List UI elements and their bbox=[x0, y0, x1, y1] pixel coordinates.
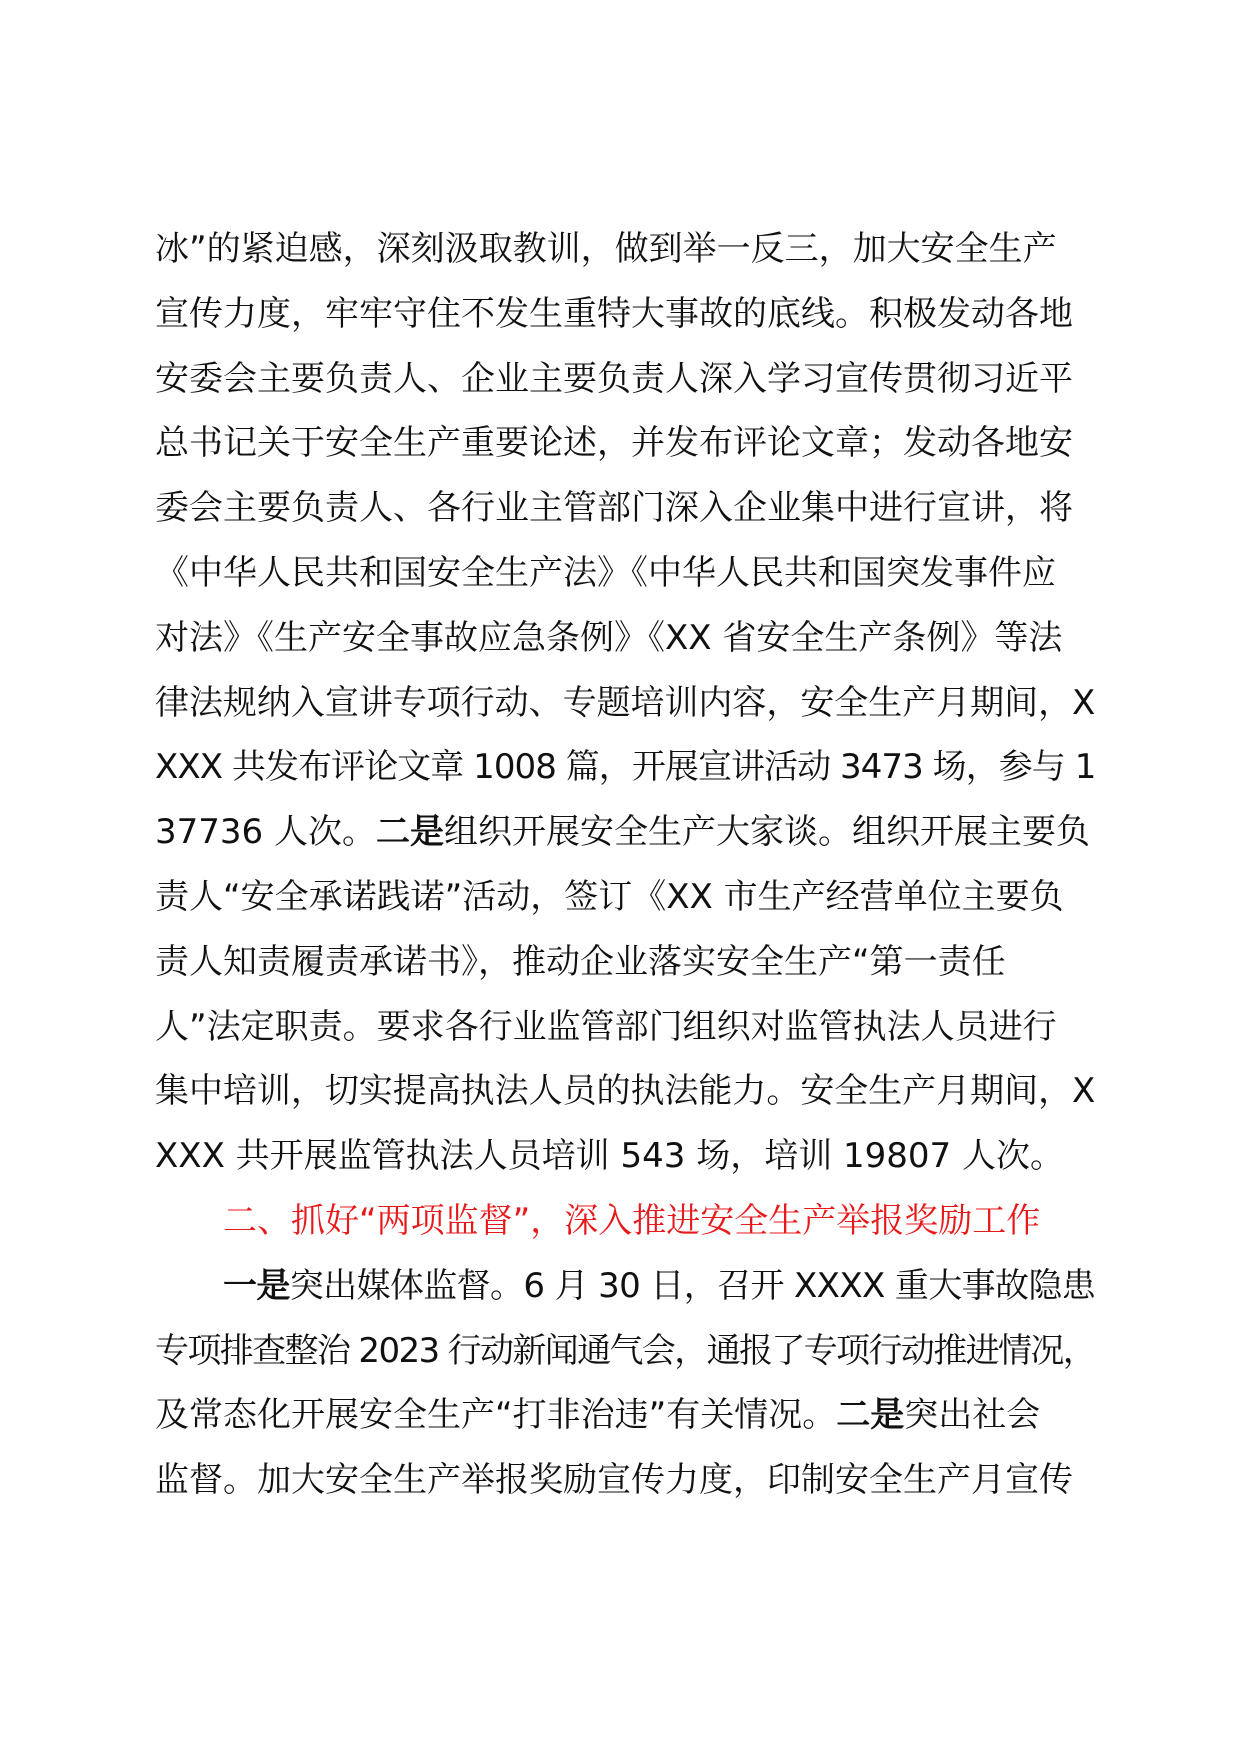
text-run: 37736 人次。 bbox=[155, 812, 376, 853]
section-heading bbox=[155, 1189, 1095, 1254]
text-line bbox=[155, 217, 1095, 282]
text-line bbox=[155, 1254, 1095, 1319]
text-run: 总书记关于安全生产重要论述，并发布评论文章；发动各地安 bbox=[155, 423, 1073, 464]
bold-run: 一是 bbox=[223, 1265, 290, 1306]
bold-run: 二是 bbox=[375, 812, 444, 853]
text-run: 专项排查整治 2023 行动新闻通气会，通报了专项行动推进情况， bbox=[155, 1330, 1096, 1371]
text-run: 安委会主要负责人、企业主要负责人深入学习宣传贯彻习近平 bbox=[155, 358, 1073, 399]
text-run: 委会主要负责人、各行业主管部门深入企业集中进行宣讲，将 bbox=[155, 488, 1073, 529]
text-run: XXX 共开展监管执法人员培训 543 场，培训 19807 人次。 bbox=[155, 1136, 1064, 1177]
text-line bbox=[155, 1319, 1095, 1384]
text-line bbox=[155, 735, 1095, 800]
text-line bbox=[155, 995, 1095, 1060]
text-line bbox=[155, 541, 1095, 606]
text-line bbox=[155, 411, 1095, 476]
text-run: 律法规纳入宣讲专项行动、专题培训内容，安全生产月期间，X bbox=[155, 682, 1096, 723]
text-run: 二、抓好“两项监督”，深入推进安全生产举报奖励工作 bbox=[223, 1200, 1041, 1241]
text-line bbox=[155, 865, 1095, 930]
text-line bbox=[155, 476, 1095, 541]
text-line bbox=[155, 282, 1095, 347]
text-run: 监督。加大安全生产举报奖励宣传力度，印制安全生产月宣传 bbox=[155, 1460, 1073, 1501]
text-run: 责人“安全承诺践诺”活动，签订《XX 市生产经营单位主要负 bbox=[155, 876, 1064, 917]
text-run: 责人知责履责承诺书》，推动企业落实安全生产“第一责任 bbox=[155, 941, 1006, 982]
text-run: 宣传力度，牢牢守住不发生重特大事故的底线。积极发动各地 bbox=[155, 293, 1073, 334]
text-line bbox=[155, 347, 1095, 412]
text-line bbox=[155, 1448, 1095, 1513]
body-text bbox=[155, 217, 1095, 1513]
text-line bbox=[155, 1059, 1095, 1124]
text-run: 集中培训，切实提高执法人员的执法能力。安全生产月期间，X bbox=[155, 1071, 1096, 1112]
text-run: 人”法定职责。要求各行业监管部门组织对监管执法人员进行 bbox=[155, 1006, 1057, 1047]
text-run: 对法》《生产安全事故应急条例》《XX 省安全生产条例》等法 bbox=[155, 617, 1063, 658]
bold-run: 二是 bbox=[836, 1395, 905, 1436]
text-line bbox=[155, 1383, 1095, 1448]
text-run: XXX 共发布评论文章 1008 篇，开展宣讲活动 3473 场，参与 1 bbox=[155, 747, 1096, 788]
text-run: 及常态化开展安全生产“打非治违”有关情况。 bbox=[155, 1395, 837, 1436]
text-line bbox=[155, 800, 1095, 865]
text-run: 冰”的紧迫感，深刻汲取教训，做到举一反三，加大安全生产 bbox=[155, 229, 1057, 269]
text-line bbox=[155, 606, 1095, 671]
text-line bbox=[155, 930, 1095, 995]
text-run: 突出媒体监督。6 月 30 日，召开 XXXX 重大事故隐患 bbox=[289, 1265, 1096, 1306]
text-run: 《中华人民共和国安全生产法》《中华人民共和国突发事件应 bbox=[155, 552, 1056, 593]
text-run: 组织开展安全生产大家谈。组织开展主要负 bbox=[443, 812, 1090, 853]
text-line bbox=[155, 671, 1095, 736]
text-line bbox=[155, 1124, 1095, 1189]
text-run: 突出社会 bbox=[904, 1395, 1041, 1436]
